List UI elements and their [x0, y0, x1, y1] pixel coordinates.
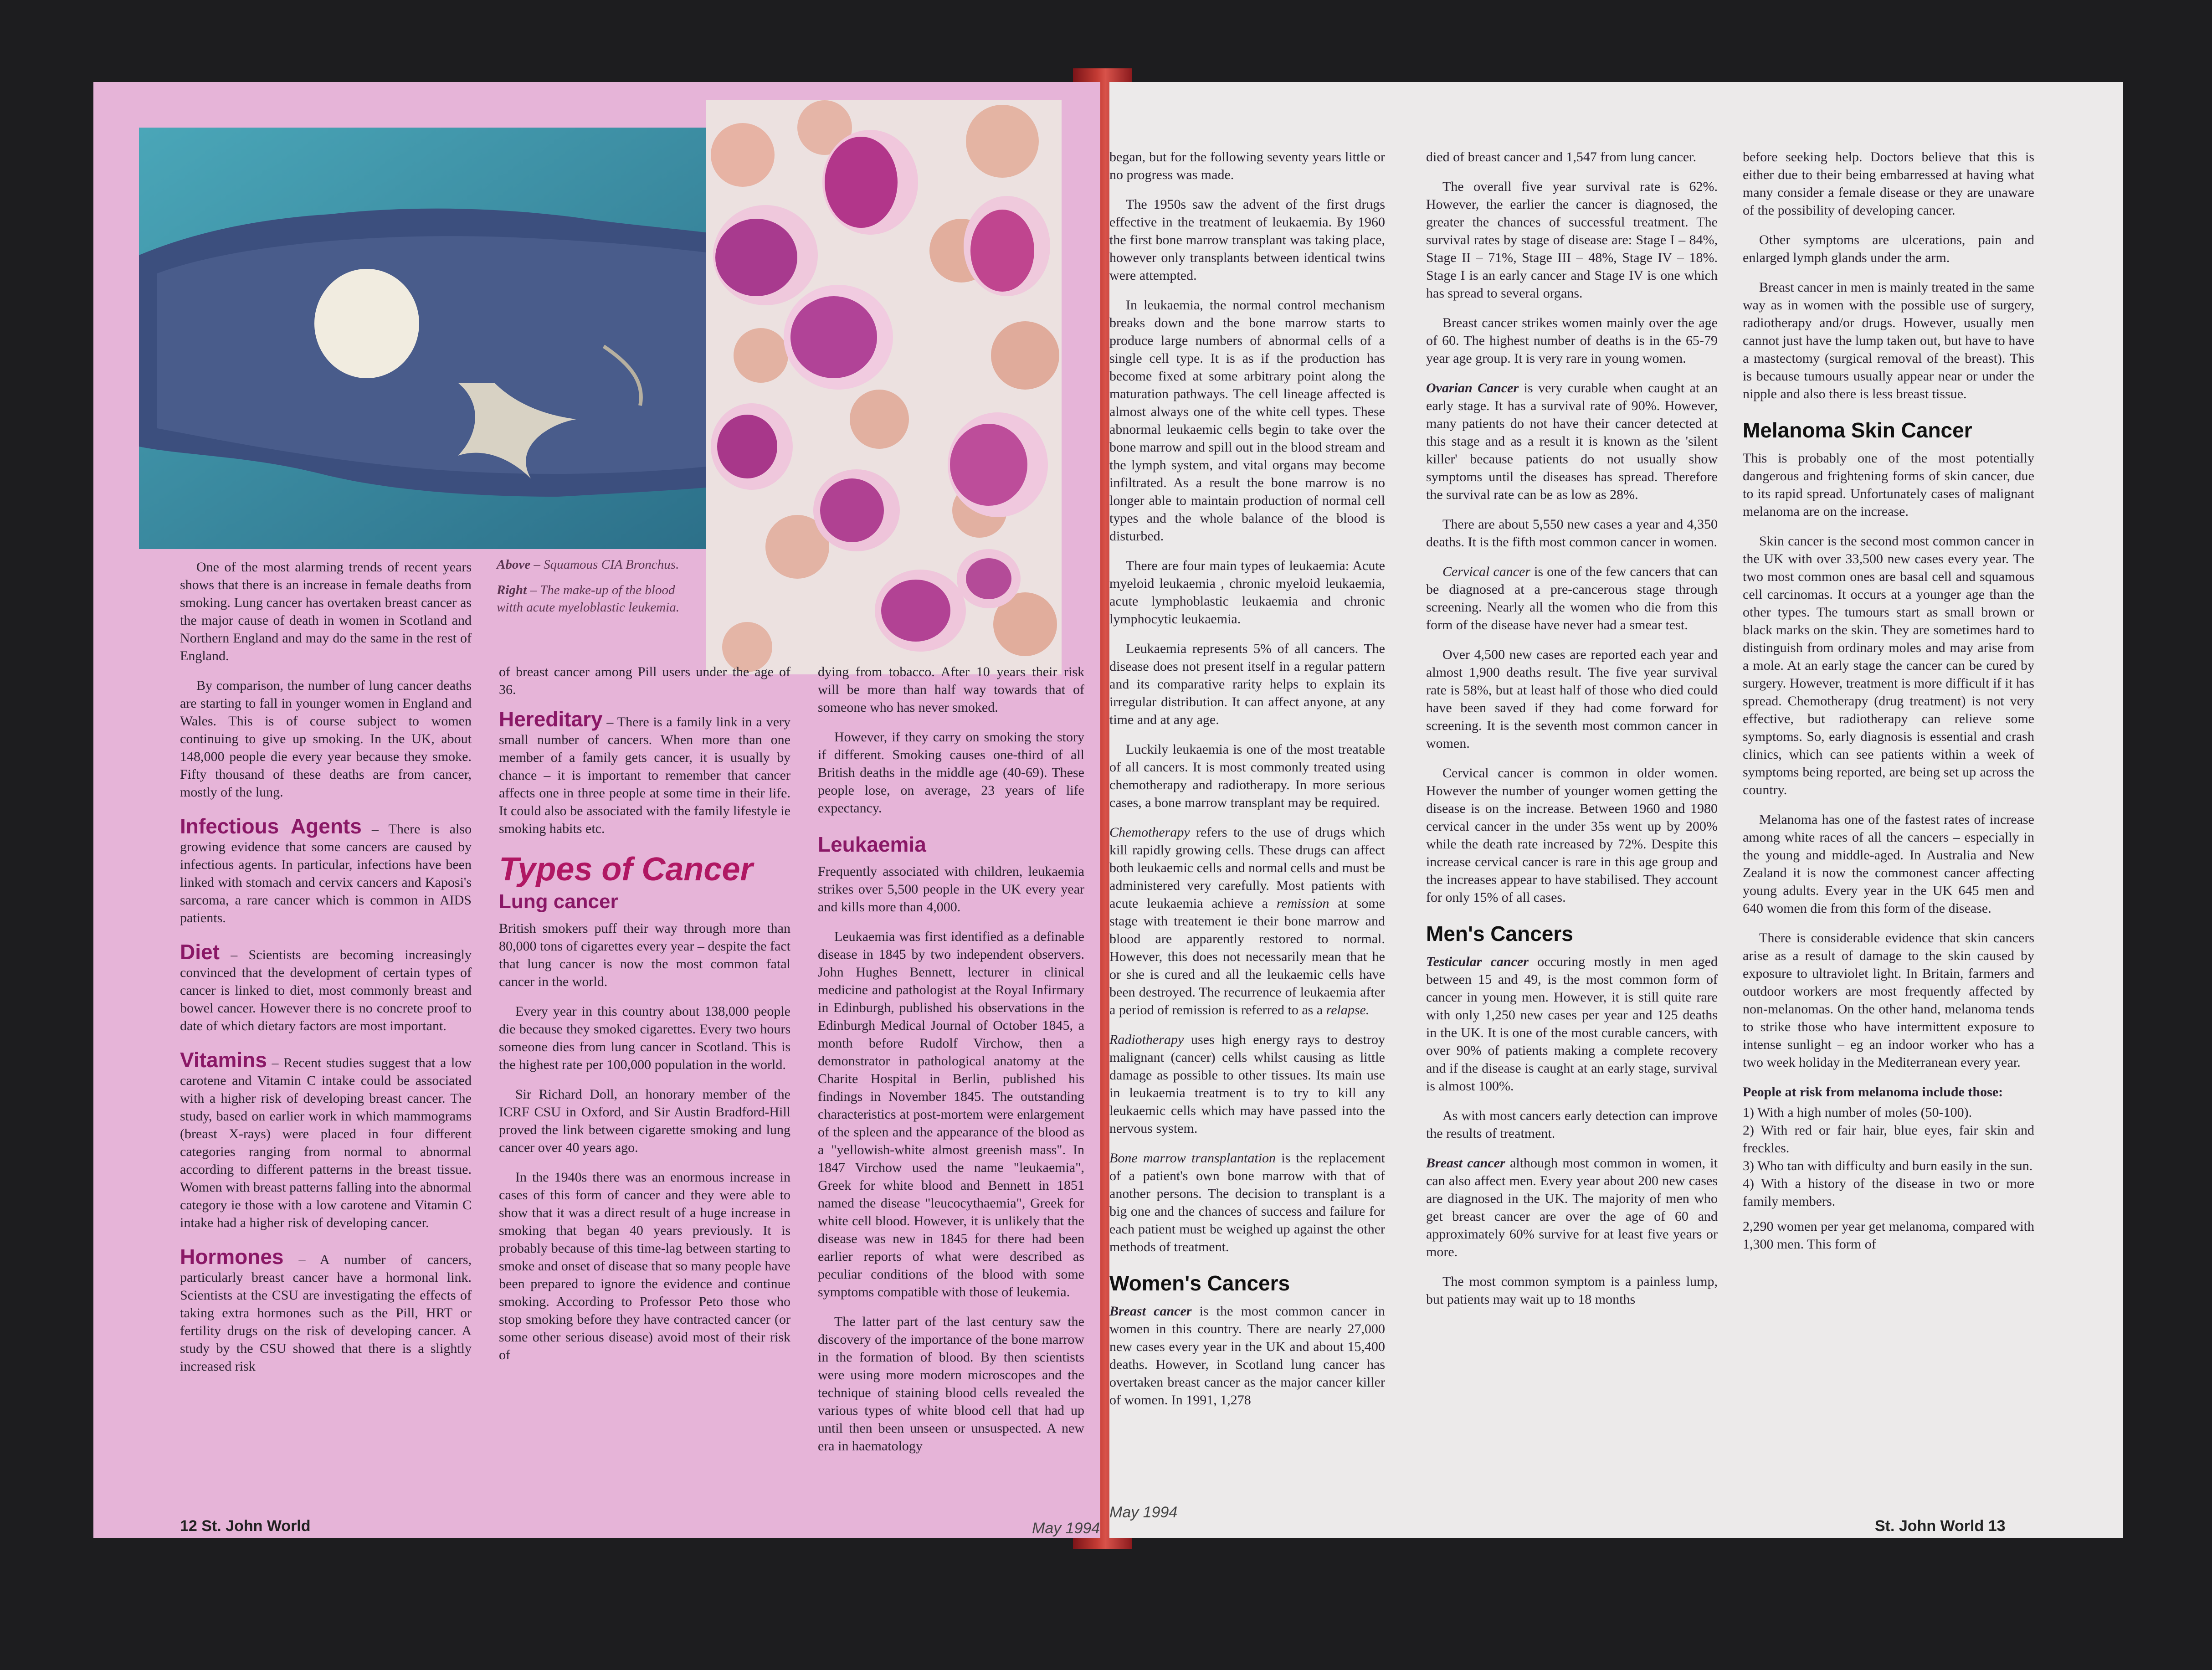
section-heading: Hormones: [180, 1245, 284, 1269]
paragraph: The latter part of the last century saw the discovery of the importance of the bone marrow in the formation of blood. By then scientists were using more modern microscopes and the technique of staining blood cells revealed the various types of white blood cell that had up until then been unseen or unsuspected. A new era in haematology: [818, 1314, 1084, 1454]
paragraph: Hereditary – There is a family link in a very small number of cancers. When more than one member of a family gets cancer, it is usually by chance – it is important to remember that cancer affects one in three people at some time in their life. It could also be associated with the family lifestyle ie smoking habits etc.: [499, 707, 790, 836]
right-page-footer: St. John World 13: [1875, 1517, 2006, 1535]
right-column-2: [1426, 148, 1718, 1320]
paragraph: Leukaemia represents 5% of all cancers. The disease does not present itself in a regular pattern and its comparative rarity helps to explain its irregular distribution. It can affect anyone, at any time and at any age.: [1109, 641, 1385, 727]
left-column-2: [499, 663, 790, 1376]
paragraph: There are about 5,550 new cases a year and 4,350 deaths. It is the fifth most common cancer in women.: [1426, 517, 1718, 550]
paragraph: Cervical cancer is common in older women. However the number of younger women getting the disease is on the increase. Between 1960 and 1980 cervical cancer in the under 35s went up by 200% while the death rate increased by 72%. Despite this increase cervical cancer is rare in this age group and the increases appear to have stabilised. They account for only 15% of all cases.: [1426, 766, 1718, 905]
section-heading: Diet: [180, 940, 220, 964]
right-page-date: May 1994: [1109, 1504, 1178, 1521]
melanoma-heading: Melanoma Skin Cancer: [1743, 418, 1972, 442]
paragraph: Every year in this country about 138,000 people die because they smoked cigarettes. Every two hours someone dies from lung cancer in Scotland. This is the highest rate per 100,000 population in the world.: [499, 1004, 790, 1072]
paragraph: The most common symptom is a painless lump, but patients may wait up to 18 months: [1426, 1274, 1718, 1307]
paragraph: of breast cancer among Pill users under the age of 36.: [499, 664, 790, 697]
paragraph: Breast cancer is the most common cancer in women in this country. There are nearly 27,000 new cases every year in the UK and about 15,400 deaths. However, in Scotland lung cancer has overtaken breast cancer as the major cancer killer of women. In 1991, 1,278: [1109, 1304, 1385, 1408]
photo-squamous-bronchus: [139, 128, 795, 549]
paragraph: This is probably one of the most potentially dangerous and frightening forms of skin cancer, due to its rapid spread. Unfortunately cases of malignant melanoma are on the increase.: [1743, 451, 2034, 519]
risk-heading: People at risk from melanoma include those:: [1743, 1084, 2003, 1100]
list-item: 1) With a high number of moles (50-100).: [1743, 1105, 1972, 1120]
paragraph: British smokers puff their way through more than 80,000 tons of cigarettes every year – despite the fact that lung cancer is now the most common fatal cancer in the world.: [499, 921, 790, 989]
paragraph: There is considerable evidence that skin cancers arise as a result of damage to the skin caused by exposure to ultraviolet light. In Britain, farmers and outdoor workers are most frequently affected by non-melanomas. On the other hand, melanoma tends to strike those who have intermittent exposure to intense sunlight – eg an indoor worker who has a two week holiday in the Mediterranean every year.: [1743, 930, 2034, 1070]
paragraph: Diet – Scientists are becoming increasingly convinced that the development of certain types of cancer is linked to diet, most commonly breast and bowel cancer. However there is no concrete proof to date of which dietary factors are most important.: [180, 940, 472, 1033]
paragraph: dying from tobacco. After 10 years their risk will be more than half way towards that of someone who has never smoked.: [818, 664, 1084, 715]
section-heading: Infectious Agents: [180, 814, 362, 838]
list-item: 2) With red or fair hair, blue eyes, fair skin and freckles.: [1743, 1123, 2034, 1156]
paragraph: Hormones – A number of cancers, particularly breast cancer have a hormonal link. Scientists at the CSU are investigating the effects of taking extra hormones such as the Pill, HRT or fertility drugs on the risk of developing cancer. A study by the CSU showed that there is a slightly increased risk: [180, 1245, 472, 1374]
paragraph: began, but for the following seventy years little or no progress was made.: [1109, 149, 1385, 182]
paragraph: Chemotherapy refers to the use of drugs which kill rapidly growing cells. These drugs can affect both leukaemic cells and normal cells and must be administered very carefully. Most patients with acute leukaemia achieve a remission at some stage with treatement ie their bone marrow and blood are apparently restored to normal. However, this does not necessarily mean that he or she is cured and all the leukaemic cells have been destroyed. The recurrence of leukaemia after a period of remission is referred to as a relapse.: [1109, 825, 1385, 1017]
paragraph: One of the most alarming trends of recent years shows that there is an increase in female deaths from smoking. Lung cancer has overtaken breast cancer as the major cause of death in women in Scotland and Northern England and may do the same in the rest of England.: [180, 560, 472, 663]
paragraph: Skin cancer is the second most common cancer in the UK with over 33,500 new cases every year. The two most common ones are basal cell and squamous cell carcinomas. It occurs at a younger age than the other types. The tumours start as small brown or black marks on the skin. They are sometimes hard to distinguish from ordinary moles and may arise from a mole. At an early stage the cancer can be cured by surgery. However, treatment is more difficult if it has spread. Chemotherapy (drug treatment) is not very effective, but radiotherapy can relieve some symptoms. So, early diagnosis is essential and crash clinics, which can see patients within a week of symptoms being reported, are being set up across the country.: [1743, 534, 2034, 797]
risk-list: [1743, 1104, 2034, 1210]
right-column-3: [1743, 148, 2034, 1265]
paragraph: Frequently associated with children, leukaemia strikes over 5,500 people in the UK every year and kills more than 4,000.: [818, 864, 1084, 915]
paragraph: Luckily leukaemia is one of the most treatable of all cancers. It is most commonly treated using chemotherapy and radiotherapy. In more serious cases, a bone marrow transplant may be required.: [1109, 742, 1385, 810]
paragraph: By comparison, the number of lung cancer deaths are starting to fall in younger women in England and Wales. This is of course subject to women continuing to give up smoking. In the UK, about 148,000 people die every year because they smoke. Fifty thousand of these deaths are from cancer, mostly of the lung.: [180, 678, 472, 800]
paragraph: before seeking help. Doctors believe that this is either due to their being embarressed at having what many consider a female disease or they are unaware of the possibility of developing cancer.: [1743, 149, 2034, 218]
section-heading: Hereditary: [499, 707, 603, 731]
paragraph: The 1950s saw the advent of the first drugs effective in the treatment of leukaemia. By 1960 the first bone marrow transplant was taking place, however only transplants between identical twins were attempted.: [1109, 197, 1385, 283]
paragraph: Over 4,500 new cases are reported each year and almost 1,900 deaths result. The five year survival rate is 58%, but at least half of those who died could have been saved if they had come forward for screening. It is the seventh most common cancer in women.: [1426, 647, 1718, 751]
paragraph: Sir Richard Doll, an honorary member of the ICRF CSU in Oxford, and Sir Austin Bradford-Hill proved the link between cigarette smoking and lung cancer over 40 years ago.: [499, 1087, 790, 1155]
caption-right: Right – The make-up of the blood witth acute myeloblastic leukemia.: [497, 583, 680, 615]
right-page: [1109, 82, 2123, 1538]
paragraph: Melanoma has one of the fastest rates of increase among white races of all the cancers – especially in the young and middle-aged. In Australia and New Zealand it is now the commonest cancer affecting young adults. Every year in the UK 645 men and 640 women die from this form of the disease.: [1743, 812, 2034, 916]
paragraph: Breast cancer although most common in women, it can also affect men. Every year about 200 new cases are diagnosed in the UK. The majority of men who get breast cancer are over the age of 60 and approximately 60% survive for at least five years or more.: [1426, 1156, 1718, 1259]
right-column-1: [1109, 148, 1385, 1421]
left-page-date: May 1994: [1032, 1520, 1100, 1537]
paragraph: Ovarian Cancer is very curable when caught at an early stage. It has a survival rate of 90%. However, many patients do not have their cancer detected at this stage and as a result it is known as the 'silent killer' because patients do not usually show symptoms until the diseases has spread. Therefore the survival rate can be as low as 28%.: [1426, 380, 1718, 502]
paragraph: Vitamins – Recent studies suggest that a low carotene and Vitamin C intake could be associated with a higher risk of developing breast cancer. The study, based on earlier work in which mammograms (breast X-rays) were placed in four different categories ranging from normal to abnormal according to different patterns in the breast tissue. Women with breast patterns falling into the abnormal category ie those with a low carotene and Vitamin C intake had a higher risk of developing cancer.: [180, 1048, 472, 1230]
paragraph: Infectious Agents – There is also growing evidence that some cancers are caused by infectious agents. In particular, infections have been linked with stomach and cervix cancers and Kaposi's sarcoma, a rare cancer which is common in AIDS patients.: [180, 814, 472, 925]
mens-cancers-heading: Men's Cancers: [1426, 922, 1573, 945]
lung-cancer-heading: Lung cancer: [499, 890, 618, 913]
paragraph: Cervical cancer is one of the few cancers that can be diagnosed at a pre-cancerous stage through screening. Nearly all the women who die from this form of the disease have never had a smear test.: [1426, 564, 1718, 632]
paragraph: Leukaemia was first identified as a definable disease in 1845 by two independent observers. John Hughes Bennett, lecturer in clinical medicine and pathologist at the Royal Infirmary in Edinburgh, published his observations in the Edinburgh Medical Journal of October 1845, a month before Rudolf Virchow, then a demonstrator in pathological anatomy at the Charite Hospital in Berlin, published his findings in November 1845. The outstanding characteristics at post-mortem were enlargement of the spleen and the appearance of the blood as a "yellowish-white almost greenish mass". In 1847 Virchow used the name "leukaemia", Greek for white blood and Bennett in 1851 named the disease "leucocythaemia", Greek for white cell blood. However, it is unlikely that the disease was new in 1845 for there had been earlier reports of what were described as peculiar conditions of the blood with some symptoms compatible with those of leukemia.: [818, 929, 1084, 1300]
womens-cancers-heading: Women's Cancers: [1109, 1271, 1290, 1295]
left-page: [93, 82, 1100, 1538]
figure-captions: [497, 556, 697, 616]
paragraph: Bone marrow transplantation is the replacement of a patient's own bone marrow with that of another persons. The decision to transplant is a big one and the chances of success and failure for each patient must be weighed up against the other methods of treatment.: [1109, 1151, 1386, 1254]
list-item: 3) Who tan with difficulty and burn easily in the sun.: [1743, 1158, 2033, 1173]
paragraph: As with most cancers early detection can improve the results of treatment.: [1426, 1108, 1718, 1141]
caption-above: Above – Squamous CIA Bronchus.: [497, 557, 679, 572]
paragraph: died of breast cancer and 1,547 from lung cancer.: [1426, 149, 1697, 164]
paragraph: The overall five year survival rate is 62%. However, the earlier the cancer is diagnosed, the greater the chances of successful treatment. The survival rates by stage of disease are: Stage I – 84%, Stage II – 71%, Stage III – 48%, Stage IV – 18%. Stage I is an early cancer and Stage IV is one which has spread to several organs.: [1426, 179, 1718, 301]
leukaemia-heading: Leukaemia: [818, 832, 926, 856]
types-of-cancer-title: Types of Cancer: [499, 851, 753, 888]
paragraph: Other symptoms are ulcerations, pain and enlarged lymph glands under the arm.: [1743, 232, 2034, 265]
paragraph: In the 1940s there was an enormous increase in cases of this form of cancer and they were able to show that it was a direct result of a huge increase in smoking that began 40 years previously. It is probably because of this time-lag between starting to smoke and onset of disease that so many people have been prepared to ignore the evidence and continue smoking. According to Professor Peto those who stop smoking before they have contracted cancer (or some other serious disease) avoid most of their risk of: [499, 1170, 790, 1362]
paragraph: In leukaemia, the normal control mechanism breaks down and the bone marrow starts to produce large numbers of abnormal cells of a single cell type. It is as if the production has become fixed at some arbitrary point along the maturation pathways. The cell lineage affected is almost always one of the white cell types. These abnormal leukaemic cells begin to take over the bone marrow and spill out in the blood stream and the lymph system, and vital organs may become infiltrated. As a result the bone marrow is no longer able to maintain production of normal cell types and the whole balance of the blood is disturbed.: [1109, 298, 1385, 544]
paragraph: Breast cancer strikes women mainly over the age of 60. The highest number of deaths is in the 65-79 year age group. It is very rare in young women.: [1426, 315, 1718, 366]
paragraph: Radiotherapy uses high energy rays to destroy malignant (cancer) cells whilst causing as little damage as possible to other tissues. Its main use in leukaemia treatment is to try to kill any leukaemic cells which may have passed into the nervous system.: [1109, 1032, 1385, 1136]
left-column-3: [818, 663, 1084, 1467]
section-heading: Vitamins: [180, 1048, 267, 1072]
paragraph: Breast cancer in men is mainly treated in the same way as in women with the possible use of surgery, radiotherapy and/or drugs. However, usually men cannot just have the lump taken out, but have to have a mastectomy (surgical removal of the breast). This is because tumours usually appear near or under the nipple and also there is less breast tissue.: [1743, 280, 2034, 401]
photo-myeloblastic-blood-cells: [706, 100, 1062, 674]
left-column-1: [180, 558, 472, 1387]
paragraph: Testicular cancer occuring mostly in men aged between 15 and 49, is the most common form of cancer in young men. However, it is still quite rare with only 1,250 new cases per year and 125 deaths in the UK. It is one of the most curable cancers, with over 90% of patients making a complete recovery and if the disease is caught at an early stage, survival is almost 100%.: [1426, 954, 1718, 1094]
paragraph: 2,290 women per year get melanoma, compared with 1,300 men. This form of: [1743, 1219, 2034, 1252]
paragraph: However, if they carry on smoking the story if different. Smoking causes one-third of all British deaths in the middle age (40-69). These people lose, on average, 23 years of life expectancy.: [818, 730, 1084, 816]
left-page-footer: 12 St. John World: [180, 1517, 311, 1535]
paragraph: There are four main types of leukaemia: Acute myeloid leukaemia , chronic myeloid leukaemia, acute lymphoblastic leukaemia and chronic lymphocytic leukaemia.: [1109, 558, 1385, 627]
list-item: 4) With a history of the disease in two or more family members.: [1743, 1176, 2034, 1209]
